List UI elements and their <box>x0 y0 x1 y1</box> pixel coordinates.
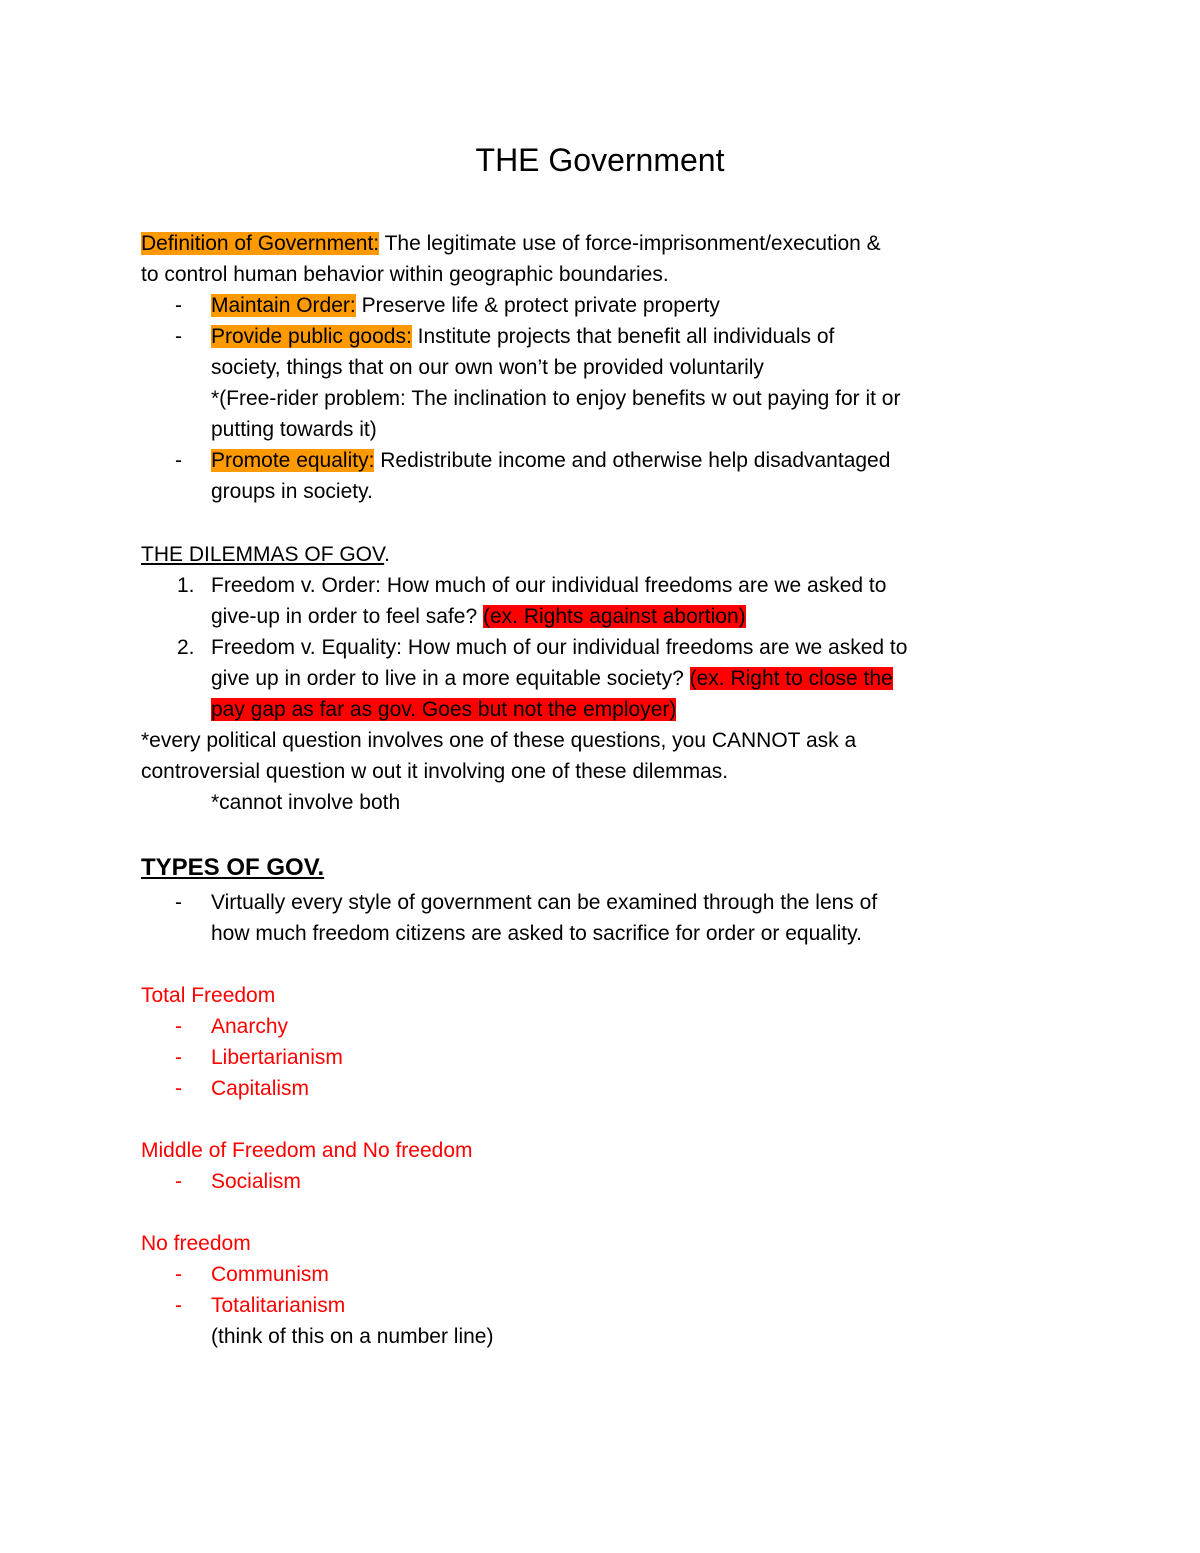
dash-bullet: - <box>175 1294 182 1317</box>
spacer <box>141 1104 1061 1135</box>
dash-bullet: - <box>175 891 182 914</box>
example-highlight: (ex. Rights against abortion) <box>483 605 746 628</box>
dilemma-note: *every political question involves one of these questions, you CANNOT ask a <box>141 729 857 752</box>
dash-bullet: - <box>175 449 182 472</box>
role-text: Redistribute income and otherwise help disadvantaged <box>374 449 891 472</box>
example-highlight: pay gap as far as gov. Goes but not the employer) <box>211 698 677 721</box>
role-text: Institute projects that benefit all individuals of <box>411 325 835 348</box>
dilemmas-heading <box>141 539 1061 570</box>
dilemmas-heading-text: THE DILEMMAS OF GOV <box>141 543 385 566</box>
dilemma-text: Freedom v. Order: How much of our individual freedoms are we asked to <box>211 574 887 597</box>
gov-type: Capitalism <box>211 1077 310 1100</box>
list-item <box>141 1042 1061 1073</box>
dilemma-text: give up in order to live in a more equitable society? <box>211 667 690 690</box>
gov-type: Communism <box>211 1263 329 1286</box>
group-label: Total Freedom <box>141 984 276 1007</box>
dilemma-continuation <box>141 694 1061 725</box>
gov-groups <box>141 980 1061 1321</box>
list-item <box>141 290 1061 321</box>
role-label: Promote equality: <box>211 449 375 472</box>
types-body <box>141 887 1061 949</box>
list-item <box>141 887 1061 918</box>
gov-type: Libertarianism <box>211 1046 343 1069</box>
example-highlight: (ex. Right to close the <box>689 667 893 690</box>
list-item <box>141 445 1061 476</box>
gov-type: Totalitarianism <box>211 1294 346 1317</box>
role-continuation: groups in society. <box>211 480 373 503</box>
free-rider-note: *(Free-rider problem: The inclination to enjoy benefits w out paying for it or <box>211 387 901 410</box>
list-item <box>141 1290 1061 1321</box>
footnote: (think of this on a number line) <box>211 1325 494 1348</box>
list-item <box>141 570 1061 601</box>
list-item <box>141 1166 1061 1197</box>
types-heading: TYPES OF GOV. <box>141 854 325 881</box>
dilemma-continuation <box>141 601 1061 632</box>
dilemma-continuation <box>141 663 1061 694</box>
dash-bullet: - <box>175 294 182 317</box>
dilemmas-heading-period: . <box>384 543 390 566</box>
list-item <box>141 632 1061 663</box>
role-text: Preserve life & protect private property <box>355 294 720 317</box>
dilemma-text: Freedom v. Equality: How much of our individual freedoms are we asked to <box>211 636 908 659</box>
list-item <box>141 1011 1061 1042</box>
role-continuation: society, things that on our own won’t be provided voluntarily <box>211 356 764 379</box>
dash-bullet: - <box>175 1077 182 1100</box>
types-text: Virtually every style of government can be examined through the lens of <box>211 891 878 914</box>
item-number: 2. <box>177 636 195 659</box>
dash-bullet: - <box>175 1263 182 1286</box>
group-label: No freedom <box>141 1232 251 1255</box>
list-item <box>141 1259 1061 1290</box>
item-number: 1. <box>177 574 195 597</box>
gov-type: Socialism <box>211 1170 301 1193</box>
dash-bullet: - <box>175 1046 182 1069</box>
role-label: Maintain Order: <box>211 294 356 317</box>
group-label: Middle of Freedom and No freedom <box>141 1139 473 1162</box>
dash-bullet: - <box>175 1015 182 1038</box>
footnote-block <box>141 1321 1061 1352</box>
page-title: THE Government <box>475 142 725 178</box>
dilemmas-section <box>141 539 1061 818</box>
dash-bullet: - <box>175 1170 182 1193</box>
definition-label: Definition of Government: <box>141 232 380 255</box>
dilemma-note: *cannot involve both <box>211 791 401 814</box>
dash-bullet: - <box>175 325 182 348</box>
dilemma-text: give-up in order to feel safe? <box>211 605 483 628</box>
types-section <box>141 851 1061 885</box>
types-continuation: how much freedom citizens are asked to sacrifice for order or equality. <box>211 922 862 945</box>
spacer <box>141 1197 1061 1228</box>
definition-section <box>141 228 1061 507</box>
free-rider-note-cont: putting towards it) <box>211 418 377 441</box>
list-item <box>141 1073 1061 1104</box>
gov-type: Anarchy <box>211 1015 289 1038</box>
dilemma-note: controversial question w out it involving one of these dilemmas. <box>141 760 729 783</box>
definition-line-2: to control human behavior within geographic boundaries. <box>141 263 669 286</box>
role-label: Provide public goods: <box>211 325 412 348</box>
definition-text: The legitimate use of force-imprisonment/execution & <box>379 232 881 255</box>
definition-line-1 <box>141 228 1061 259</box>
list-item <box>141 321 1061 352</box>
